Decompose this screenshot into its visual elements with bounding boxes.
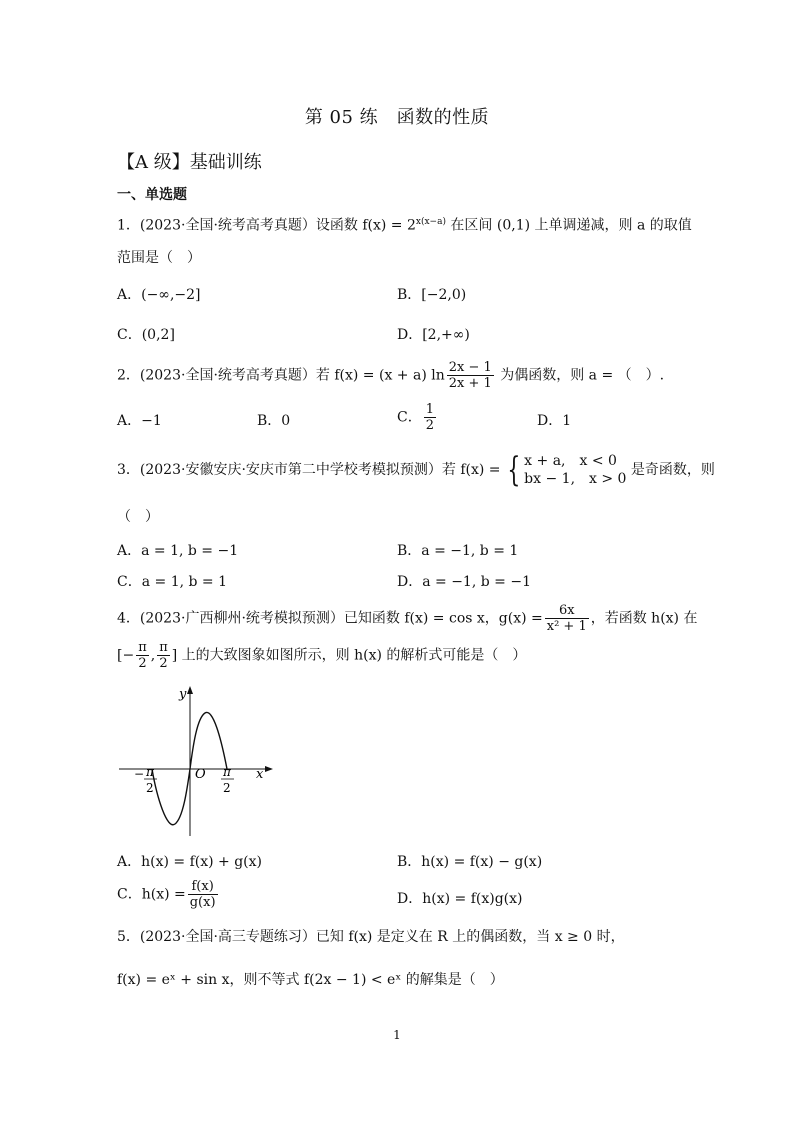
q2-option-b[interactable]: B．0 [257, 413, 291, 429]
q1-option-d[interactable]: D．[2,+∞) [397, 327, 470, 343]
q3-case-1: x + a, x < 0 [524, 453, 617, 469]
q1-line-2: 范围是（ ） [117, 250, 201, 266]
q4-g-denominator: x² + 1 [546, 619, 587, 634]
q3-option-b[interactable]: B．a = −1, b = 1 [397, 543, 519, 559]
level-heading: 【A 级】基础训练 [117, 152, 262, 173]
q4-option-c-label: C．h(x) = [117, 886, 186, 903]
q4-option-c-fraction [188, 879, 218, 910]
q2-prefix: 2．(2023·全国·统考高考真题）若 f(x) = (x + a) ln [117, 367, 445, 384]
q3-option-c[interactable]: C．a = 1, b = 1 [117, 574, 227, 590]
q2-option-c[interactable] [397, 402, 438, 433]
q2-option-c-fraction [424, 402, 436, 433]
q1-option-a[interactable]: A．(−∞,−2] [117, 287, 201, 303]
q2-option-a[interactable]: A．−1 [117, 413, 162, 429]
q4-graph [117, 680, 277, 840]
x-axis-label: x [256, 767, 264, 782]
q4-two-2: 2 [159, 656, 168, 671]
q5-line-1: 5．(2023·全国·高三专题练习）已知 f(x) 是定义在 R 上的偶函数，当 x ≥ 0 时， [117, 929, 625, 945]
question-2 [117, 360, 677, 391]
page-number: 1 [393, 1028, 401, 1042]
pos-pi-label: π [223, 765, 231, 779]
q4-pi-1: π [138, 640, 147, 655]
pos-two-label: 2 [223, 781, 231, 795]
q4-g-fraction [545, 603, 589, 634]
q3-prefix: 3．(2023·安徽安庆·安庆市第二中学校考模拟预测）若 f(x) = [117, 462, 501, 478]
question-1 [117, 212, 692, 236]
q3-left-brace: { [506, 450, 520, 490]
q2-frac-denominator: 2x + 1 [448, 376, 492, 391]
q1-exponent: x(x−a) [415, 217, 446, 227]
q2-suffix: 为偶函数，则 a = （ ）. [495, 367, 665, 384]
q1-text-end: 在区间 (0,1) 上单调递减，则 a 的取值 [445, 217, 692, 234]
q3-piecewise [503, 452, 627, 488]
q4-interval-comma: , [150, 647, 156, 664]
q3-cases [524, 452, 626, 488]
q2-option-c-denominator: 2 [425, 418, 434, 433]
neg-sign-label: − [134, 767, 145, 781]
q4-option-c[interactable] [117, 879, 220, 910]
q4-option-c-denominator: g(x) [189, 895, 216, 910]
x-axis-arrow-icon [265, 766, 273, 772]
q4-interval-close: ] 上的大致图象如图所示，则 h(x) 的解析式可能是（ ） [171, 647, 527, 664]
q4-line-2 [117, 640, 677, 671]
q4-option-b[interactable]: B．h(x) = f(x) − g(x) [397, 854, 543, 870]
q5-line-2: f(x) = eˣ + sin x，则不等式 f(2x − 1) < eˣ 的解集是（ ） [117, 972, 504, 988]
q1-option-c[interactable]: C．(0,2] [117, 327, 175, 343]
q3-option-a[interactable]: A．a = 1, b = −1 [117, 543, 239, 559]
q2-frac-numerator: 2x − 1 [448, 360, 492, 375]
q4-option-d[interactable]: D．h(x) = f(x)g(x) [397, 891, 523, 907]
q4-suffix: ，若函数 h(x) 在 [590, 610, 698, 627]
q2-fraction [447, 360, 494, 391]
q3-line-2: （ ） [117, 509, 159, 525]
q1-option-b[interactable]: B．[−2,0) [397, 287, 467, 303]
q4-interval-open: [− [117, 647, 135, 664]
q3-suffix: 是奇函数，则 [626, 462, 715, 478]
q4-neg-pi-over-2 [136, 640, 149, 671]
page-title: 第 05 练 函数的性质 [304, 107, 490, 128]
q1-text-start: 1．(2023·全国·统考高考真题）设函数 f(x) = 2 [117, 217, 416, 234]
q4-prefix: 4．(2023·广西柳州·统考模拟预测）已知函数 f(x) = cos x，g(x) = [117, 610, 543, 627]
y-axis-label: y [179, 687, 187, 702]
q4-g-numerator: 6x [545, 603, 589, 619]
origin-label: O [195, 767, 206, 782]
y-axis-arrow-icon [187, 686, 193, 694]
neg-pi-label: π [146, 765, 154, 779]
q2-option-d[interactable]: D．1 [537, 413, 572, 429]
q4-pi-over-2 [157, 640, 170, 671]
q4-pi-2: π [159, 640, 168, 655]
neg-two-label: 2 [146, 781, 154, 795]
q4-option-a[interactable]: A．h(x) = f(x) + g(x) [117, 854, 262, 870]
q4-two-1: 2 [138, 656, 147, 671]
q3-option-d[interactable]: D．a = −1, b = −1 [397, 574, 531, 590]
q2-option-c-numerator: 1 [425, 402, 434, 417]
question-4 [117, 603, 698, 634]
q2-option-c-label: C． [397, 409, 422, 426]
question-3 [117, 450, 715, 490]
section-heading: 一、单选题 [117, 187, 187, 203]
q4-option-c-numerator: f(x) [188, 879, 218, 895]
q3-case-2: bx − 1, x > 0 [524, 471, 627, 487]
